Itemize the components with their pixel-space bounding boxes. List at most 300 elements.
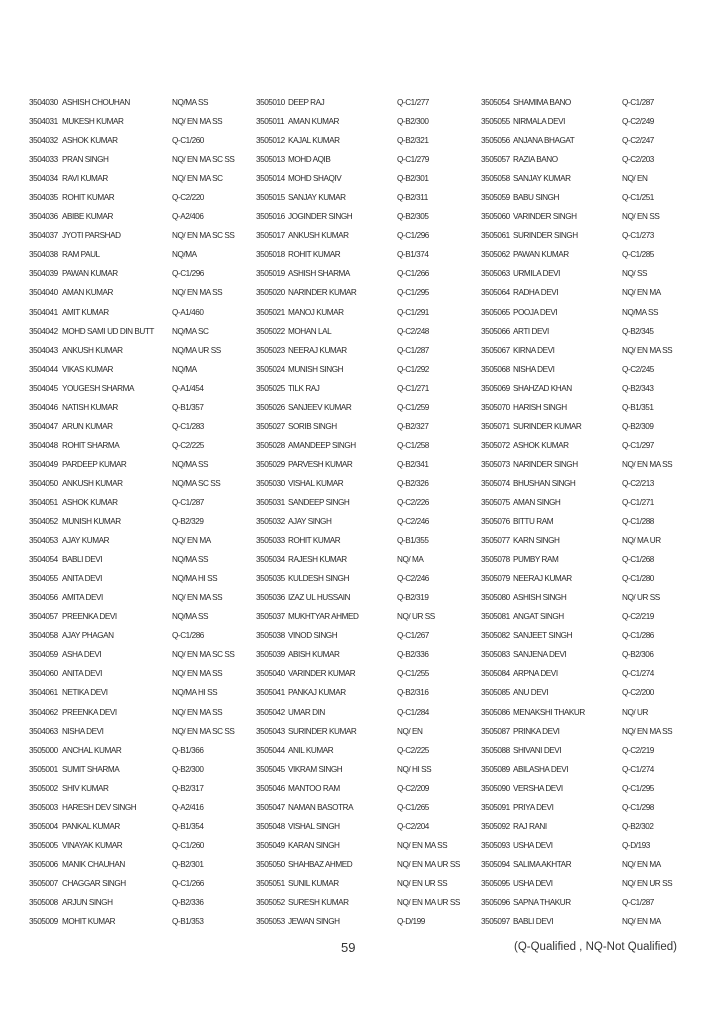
roll-number: 3504032 [29, 136, 58, 146]
roll-number: 3504044 [29, 364, 58, 374]
candidate-row [481, 207, 709, 226]
roll-number: 3505075 [481, 497, 510, 507]
result-status: Q-B2/345 [622, 326, 654, 336]
roll-number: 3505062 [481, 250, 510, 260]
result-status: NQ/ EN MA SS [172, 593, 223, 603]
result-status: Q-B2/300 [172, 764, 204, 774]
candidate-row [256, 512, 484, 531]
result-status: NQ/MA HI SS [172, 574, 218, 584]
candidate-row [29, 188, 257, 207]
result-status: Q-C1/295 [622, 783, 654, 793]
candidate-row [256, 798, 484, 817]
roll-number: 3505030 [256, 478, 285, 488]
candidate-name: VISHAL SINGH [288, 821, 340, 831]
roll-number: 3505066 [481, 326, 510, 336]
result-status: Q-B1/351 [622, 402, 654, 412]
candidate-row [29, 455, 257, 474]
roll-number: 3505058 [481, 174, 510, 184]
roll-number: 3505007 [29, 878, 58, 888]
candidate-name: NEERAJ KUMAR [288, 345, 347, 355]
candidate-row [256, 264, 484, 283]
candidate-name: ROHIT KUMAR [288, 250, 341, 260]
roll-number: 3505089 [481, 764, 510, 774]
result-status: Q-B1/354 [172, 821, 204, 831]
candidate-row [29, 264, 257, 283]
candidate-row [256, 683, 484, 702]
roll-number: 3505028 [256, 440, 285, 450]
result-status: Q-C2/204 [397, 821, 429, 831]
candidate-name: NISHA DEVI [513, 364, 555, 374]
roll-number: 3505039 [256, 650, 285, 660]
result-status: Q-C1/260 [172, 840, 204, 850]
result-status: NQ/ EN MA [622, 288, 661, 298]
result-status: Q-C2/246 [397, 574, 429, 584]
candidate-name: KAJAL KUMAR [288, 136, 340, 146]
roll-number: 3505057 [481, 155, 510, 165]
candidate-name: ANITA DEVI [62, 669, 102, 679]
result-status: Q-B1/355 [397, 536, 429, 546]
candidate-row [29, 283, 257, 302]
candidate-name: MUNISH SINGH [288, 364, 344, 374]
candidate-name: NAMAN BASOTRA [288, 802, 354, 812]
candidate-row [29, 874, 257, 893]
result-status: Q-B1/357 [172, 402, 204, 412]
roll-number: 3505015 [256, 193, 285, 203]
candidate-name: SALIMA AKHTAR [513, 859, 572, 869]
candidate-name: SANJENA DEVI [513, 650, 567, 660]
candidate-row [256, 379, 484, 398]
candidate-name: NATISH KUMAR [62, 402, 118, 412]
candidate-name: ASHISH CHOUHAN [62, 98, 130, 107]
candidate-row [481, 131, 709, 150]
result-status: Q-C1/251 [622, 193, 654, 203]
result-status: Q-C1/274 [622, 669, 654, 679]
candidate-row [481, 550, 709, 569]
roll-number: 3505054 [481, 98, 510, 107]
roll-number: 3505097 [481, 917, 510, 927]
candidate-name: VISHAL KUMAR [288, 478, 344, 488]
candidate-row [481, 303, 709, 322]
candidate-name: AMAN KUMAR [62, 288, 113, 298]
candidate-row [481, 150, 709, 169]
roll-number: 3504036 [29, 212, 58, 222]
result-status: Q-B2/329 [172, 517, 204, 527]
result-status: Q-C1/296 [172, 269, 204, 279]
candidate-row [29, 474, 257, 493]
candidate-row [29, 112, 257, 131]
candidate-name: ASHISH SHARMA [288, 269, 350, 279]
result-status: Q-C1/291 [397, 307, 429, 317]
roll-number: 3505094 [481, 859, 510, 869]
candidate-row [481, 455, 709, 474]
result-status: Q-C2/200 [622, 688, 654, 698]
roll-number: 3505049 [256, 840, 285, 850]
result-status: NQ/MA SS [172, 612, 208, 622]
candidate-row [256, 398, 484, 417]
candidate-name: UMAR DIN [288, 707, 325, 717]
candidate-row [481, 283, 709, 302]
candidate-row [481, 588, 709, 607]
roll-number: 3504062 [29, 707, 58, 717]
candidate-name: AMITA DEVI [62, 593, 103, 603]
candidate-name: MOHAN LAL [288, 326, 332, 336]
result-status: NQ/ EN SS [622, 212, 660, 222]
candidate-row [481, 474, 709, 493]
roll-number: 3505084 [481, 669, 510, 679]
candidate-row [481, 112, 709, 131]
roll-number: 3504056 [29, 593, 58, 603]
roll-number: 3505018 [256, 250, 285, 260]
candidate-row [481, 188, 709, 207]
candidate-name: AMANDEEP SINGH [288, 440, 356, 450]
roll-number: 3505071 [481, 421, 510, 431]
candidate-name: KARAN SINGH [288, 840, 340, 850]
result-status: Q-D/193 [622, 840, 650, 850]
result-status: Q-C1/284 [397, 707, 429, 717]
result-status: Q-B2/343 [622, 383, 654, 393]
candidate-row [481, 836, 709, 855]
candidate-name: CHAGGAR SINGH [62, 878, 126, 888]
roll-number: 3505083 [481, 650, 510, 660]
result-status: NQ/ EN MA SC SS [172, 650, 235, 660]
candidate-name: ROHIT SHARMA [62, 440, 120, 450]
candidate-name: SURINDER KUMAR [513, 421, 582, 431]
roll-number: 3505037 [256, 612, 285, 622]
candidate-row [481, 226, 709, 245]
roll-number: 3504058 [29, 631, 58, 641]
result-status: NQ/MA SC [172, 326, 209, 336]
result-status: NQ/ EN MA SS [622, 345, 673, 355]
roll-number: 3504030 [29, 98, 58, 107]
candidate-row [256, 188, 484, 207]
result-status: Q-C1/267 [397, 631, 429, 641]
roll-number: 3504046 [29, 402, 58, 412]
result-status: NQ/MA [172, 250, 197, 260]
candidate-name: PAWAN KUMAR [62, 269, 118, 279]
roll-number: 3505055 [481, 117, 510, 127]
roll-number: 3505031 [256, 497, 285, 507]
result-status: Q-C1/255 [397, 669, 429, 679]
candidate-row [29, 131, 257, 150]
candidate-row [256, 855, 484, 874]
candidate-name: SUMIT SHARMA [62, 764, 120, 774]
roll-number: 3504059 [29, 650, 58, 660]
roll-number: 3505063 [481, 269, 510, 279]
result-status: NQ/MA SS [172, 555, 208, 565]
candidate-row [256, 722, 484, 741]
candidate-row [29, 817, 257, 836]
result-status: Q-C1/287 [622, 897, 654, 907]
candidate-name: VARINDER KUMAR [288, 669, 356, 679]
result-status: NQ/ EN UR SS [397, 878, 448, 888]
candidate-name: SHAMIMA BANO [513, 98, 571, 107]
results-column-3 [481, 93, 709, 931]
result-status: Q-B2/305 [397, 212, 429, 222]
candidate-name: SANJAY KUMAR [288, 193, 346, 203]
candidate-name: SANJEEV KUMAR [288, 402, 352, 412]
roll-number: 3504054 [29, 555, 58, 565]
result-status: Q-C1/266 [397, 269, 429, 279]
roll-number: 3505085 [481, 688, 510, 698]
candidate-name: SURESH KUMAR [288, 897, 349, 907]
result-status: Q-C1/271 [622, 497, 654, 507]
roll-number: 3505025 [256, 383, 285, 393]
roll-number: 3504042 [29, 326, 58, 336]
candidate-name: PARVESH KUMAR [288, 459, 353, 469]
candidate-name: DEEP RAJ [288, 98, 325, 107]
roll-number: 3505095 [481, 878, 510, 888]
roll-number: 3505024 [256, 364, 285, 374]
roll-number: 3505052 [256, 897, 285, 907]
candidate-name: ASHOK KUMAR [513, 440, 569, 450]
candidate-name: RAVI KUMAR [62, 174, 108, 184]
roll-number: 3505072 [481, 440, 510, 450]
candidate-row [29, 588, 257, 607]
candidate-row [256, 322, 484, 341]
candidate-name: PANKAL KUMAR [62, 821, 120, 831]
candidate-name: JOGINDER SINGH [288, 212, 353, 222]
result-status: NQ/ EN MA [172, 536, 211, 546]
roll-number: 3505012 [256, 136, 285, 146]
candidate-name: JYOTI PARSHAD [62, 231, 121, 241]
candidate-row [256, 626, 484, 645]
roll-number: 3505011 [256, 117, 285, 127]
candidate-row [481, 398, 709, 417]
candidate-row [256, 607, 484, 626]
candidate-name: SHAHBAZ AHMED [288, 859, 353, 869]
roll-number: 3505047 [256, 802, 285, 812]
roll-number: 3505044 [256, 745, 285, 755]
candidate-row [256, 836, 484, 855]
result-status: NQ/MA SS [172, 98, 208, 107]
result-status: Q-C1/286 [172, 631, 204, 641]
candidate-row [256, 112, 484, 131]
roll-number: 3504048 [29, 440, 58, 450]
candidate-row [481, 760, 709, 779]
result-status: Q-C1/271 [397, 383, 429, 393]
candidate-name: ARTI DEVI [513, 326, 549, 336]
result-status: NQ/ UR SS [397, 612, 435, 622]
roll-number: 3505000 [29, 745, 58, 755]
roll-number: 3504055 [29, 574, 58, 584]
candidate-row [256, 283, 484, 302]
candidate-name: VINAYAK KUMAR [62, 840, 123, 850]
result-status: Q-B2/306 [622, 650, 654, 660]
candidate-name: PUMBY RAM [513, 555, 559, 565]
result-status: NQ/ EN MA UR SS [397, 897, 460, 907]
candidate-row [29, 169, 257, 188]
result-status: Q-C2/248 [397, 326, 429, 336]
roll-number: 3505065 [481, 307, 510, 317]
candidate-row [29, 379, 257, 398]
roll-number: 3505038 [256, 631, 285, 641]
candidate-name: KIRNA DEVI [513, 345, 555, 355]
result-status: Q-C1/295 [397, 288, 429, 298]
candidate-name: NIRMALA DEVI [513, 117, 565, 127]
candidate-row [29, 703, 257, 722]
result-status: Q-C1/286 [622, 631, 654, 641]
roll-number: 3505033 [256, 536, 285, 546]
candidate-name: SUNIL KUMAR [288, 878, 339, 888]
result-status: Q-C1/296 [397, 231, 429, 241]
candidate-name: RAJESH KUMAR [288, 555, 347, 565]
roll-number: 3505079 [481, 574, 510, 584]
candidate-name: MANTOO RAM [288, 783, 340, 793]
candidate-row [481, 874, 709, 893]
roll-number: 3505004 [29, 821, 58, 831]
result-status: NQ/ EN MA [622, 859, 661, 869]
roll-number: 3505020 [256, 288, 285, 298]
candidate-name: MANIK CHAUHAN [62, 859, 125, 869]
result-status: NQ/ EN UR SS [622, 878, 673, 888]
result-status: NQ/ EN MA SS [622, 459, 673, 469]
candidate-row [256, 741, 484, 760]
candidate-name: ARJUN SINGH [62, 897, 113, 907]
candidate-name: MANOJ KUMAR [288, 307, 344, 317]
candidate-row [481, 569, 709, 588]
roll-number: 3505029 [256, 459, 285, 469]
candidate-name: MOHIT KUMAR [62, 917, 116, 927]
candidate-row [481, 893, 709, 912]
candidate-name: ARPNA DEVI [513, 669, 558, 679]
result-status: Q-C1/283 [172, 421, 204, 431]
candidate-row [256, 207, 484, 226]
roll-number: 3505064 [481, 288, 510, 298]
candidate-name: VIKAS KUMAR [62, 364, 114, 374]
candidate-row [481, 360, 709, 379]
candidate-name: IZAZ UL HUSSAIN [288, 593, 351, 603]
candidate-name: YOUGESH SHARMA [62, 383, 134, 393]
roll-number: 3504052 [29, 517, 58, 527]
candidate-row [481, 741, 709, 760]
candidate-name: SURINDER SINGH [513, 231, 578, 241]
candidate-row [256, 569, 484, 588]
candidate-name: ANGAT SINGH [513, 612, 564, 622]
candidate-name: SAPNA THAKUR [513, 897, 571, 907]
roll-number: 3504051 [29, 497, 58, 507]
candidate-row [256, 703, 484, 722]
roll-number: 3505006 [29, 859, 58, 869]
candidate-row [481, 855, 709, 874]
result-status: NQ/ HI SS [397, 764, 432, 774]
result-status: NQ/ UR [622, 707, 648, 717]
candidate-row [481, 169, 709, 188]
candidate-name: ANCHAL KUMAR [62, 745, 122, 755]
candidate-row [256, 531, 484, 550]
candidate-row [481, 322, 709, 341]
result-status: Q-C2/226 [397, 497, 429, 507]
result-status: Q-C1/273 [622, 231, 654, 241]
candidate-row [481, 341, 709, 360]
candidate-row [481, 512, 709, 531]
result-status: Q-B2/336 [397, 650, 429, 660]
roll-number: 3504040 [29, 288, 58, 298]
result-status: Q-C2/213 [622, 478, 654, 488]
candidate-name: SANJEET SINGH [513, 631, 573, 641]
candidate-name: SHAHZAD KHAN [513, 383, 572, 393]
candidate-name: NISHA DEVI [62, 726, 104, 736]
candidate-name: ABISH KUMAR [288, 650, 340, 660]
candidate-row [481, 779, 709, 798]
candidate-name: POOJA DEVI [513, 307, 558, 317]
result-status: Q-C1/287 [172, 497, 204, 507]
roll-number: 3505003 [29, 802, 58, 812]
roll-number: 3505087 [481, 726, 510, 736]
candidate-row [29, 626, 257, 645]
candidate-name: MENAKSHI THAKUR [513, 707, 585, 717]
candidate-row [29, 683, 257, 702]
roll-number: 3505091 [481, 802, 510, 812]
result-status: Q-C1/268 [622, 555, 654, 565]
candidate-row [29, 912, 257, 931]
candidate-name: URMILA DEVI [513, 269, 560, 279]
candidate-name: NARINDER SINGH [513, 459, 578, 469]
candidate-row [29, 398, 257, 417]
result-status: Q-C2/225 [172, 440, 204, 450]
candidate-name: NETIKA DEVI [62, 688, 108, 698]
roll-number: 3504047 [29, 421, 58, 431]
roll-number: 3505081 [481, 612, 510, 622]
roll-number: 3505009 [29, 917, 58, 927]
roll-number: 3505019 [256, 269, 285, 279]
roll-number: 3504057 [29, 612, 58, 622]
candidate-name: VINOD SINGH [288, 631, 338, 641]
candidate-row [481, 436, 709, 455]
candidate-row [256, 588, 484, 607]
candidate-row [29, 760, 257, 779]
candidate-row [256, 455, 484, 474]
result-status: Q-C2/219 [622, 612, 654, 622]
candidate-row [29, 607, 257, 626]
candidate-name: ANJANA BHAGAT [513, 136, 575, 146]
roll-number: 3505026 [256, 402, 285, 412]
roll-number: 3505093 [481, 840, 510, 850]
candidate-row [481, 722, 709, 741]
candidate-row [29, 360, 257, 379]
result-status: Q-C2/245 [622, 364, 654, 374]
result-status: Q-B2/327 [397, 421, 429, 431]
roll-number: 3504038 [29, 250, 58, 260]
results-column-1 [29, 93, 257, 931]
roll-number: 3504034 [29, 174, 58, 184]
candidate-name: PAWAN KUMAR [513, 250, 569, 260]
result-status: Q-C1/258 [397, 440, 429, 450]
candidate-name: RAJ RANI [513, 821, 547, 831]
roll-number: 3505001 [29, 764, 58, 774]
candidate-name: MUNISH KUMAR [62, 517, 121, 527]
candidate-row [481, 93, 709, 112]
result-status: NQ/MA SS [622, 307, 658, 317]
candidate-name: RADHA DEVI [513, 288, 559, 298]
candidate-row [481, 645, 709, 664]
candidate-name: PARDEEP KUMAR [62, 459, 127, 469]
result-status: Q-B2/302 [622, 821, 654, 831]
candidate-row [29, 741, 257, 760]
candidate-row [481, 703, 709, 722]
candidate-name: TILK RAJ [288, 383, 320, 393]
result-status: Q-B2/311 [397, 193, 428, 203]
result-status: Q-C1/288 [622, 517, 654, 527]
candidate-row [29, 550, 257, 569]
page-number: 59 [341, 940, 356, 955]
roll-number: 3505008 [29, 897, 58, 907]
candidate-name: ABILASHA DEVI [513, 764, 569, 774]
result-status: NQ/ UR SS [622, 593, 660, 603]
roll-number: 3505046 [256, 783, 285, 793]
roll-number: 3505080 [481, 593, 510, 603]
candidate-name: ABIBE KUMAR [62, 212, 114, 222]
candidate-name: ANITA DEVI [62, 574, 102, 584]
